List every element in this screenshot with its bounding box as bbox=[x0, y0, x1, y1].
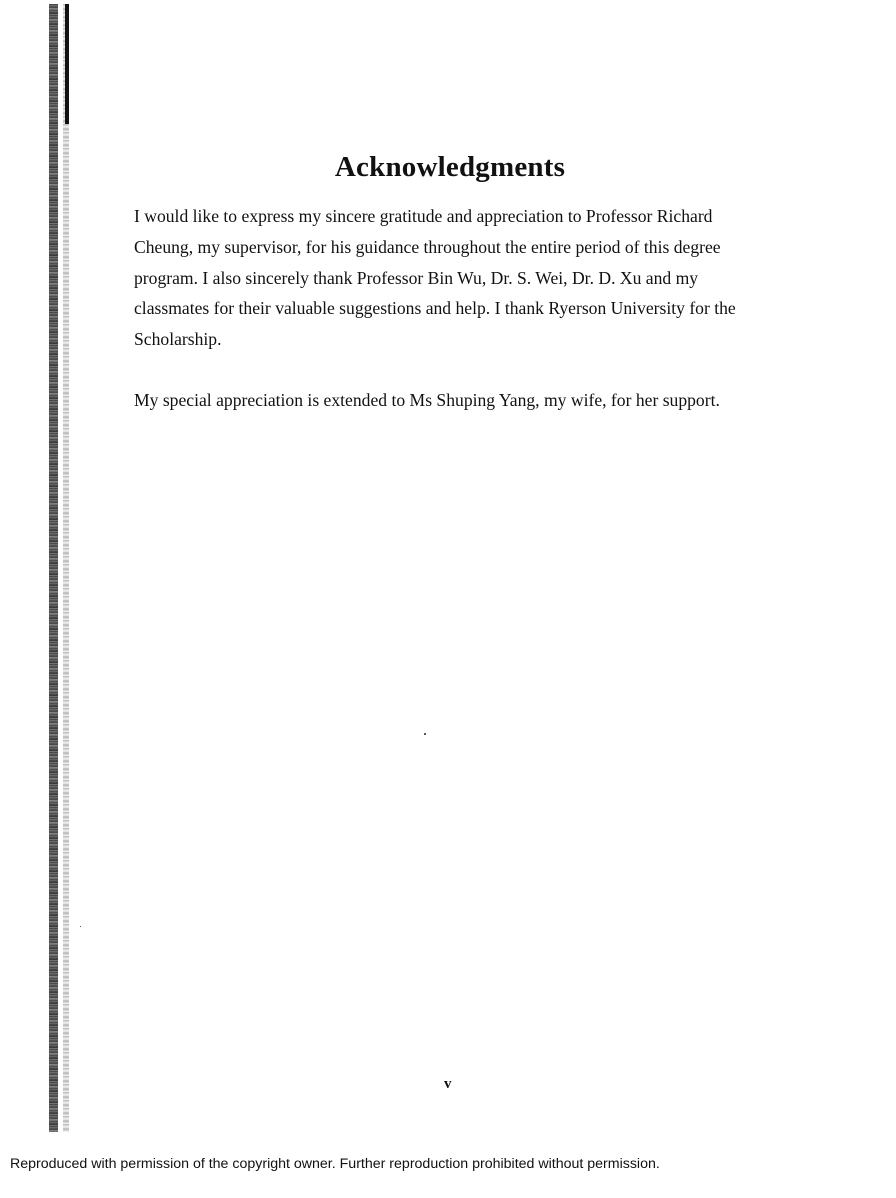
page-title: Acknowledgments bbox=[334, 151, 566, 184]
page-number: v bbox=[444, 1076, 452, 1092]
scan-speck bbox=[424, 733, 426, 735]
scan-speck bbox=[80, 926, 81, 927]
copyright-notice: Reproduced with permission of the copyright owner. Further reproduction prohibited without permission. bbox=[10, 1156, 660, 1172]
acknowledgment-paragraph-2: My special appreciation is extended to Ms Shuping Yang, my wife, for her support. bbox=[134, 390, 720, 410]
acknowledgment-paragraph-1: I would like to express my sincere gratitude and appreciation to Professor Richard Cheung, my supervisor, for his guidance throughout the entire period of this degree program. I also sincerely thank Professor Bin Wu, Dr. S. Wei, Dr. D. Xu and my classmates for their valuable suggestions and help. I thank Ryerson University for the Scholarship. bbox=[134, 206, 736, 350]
